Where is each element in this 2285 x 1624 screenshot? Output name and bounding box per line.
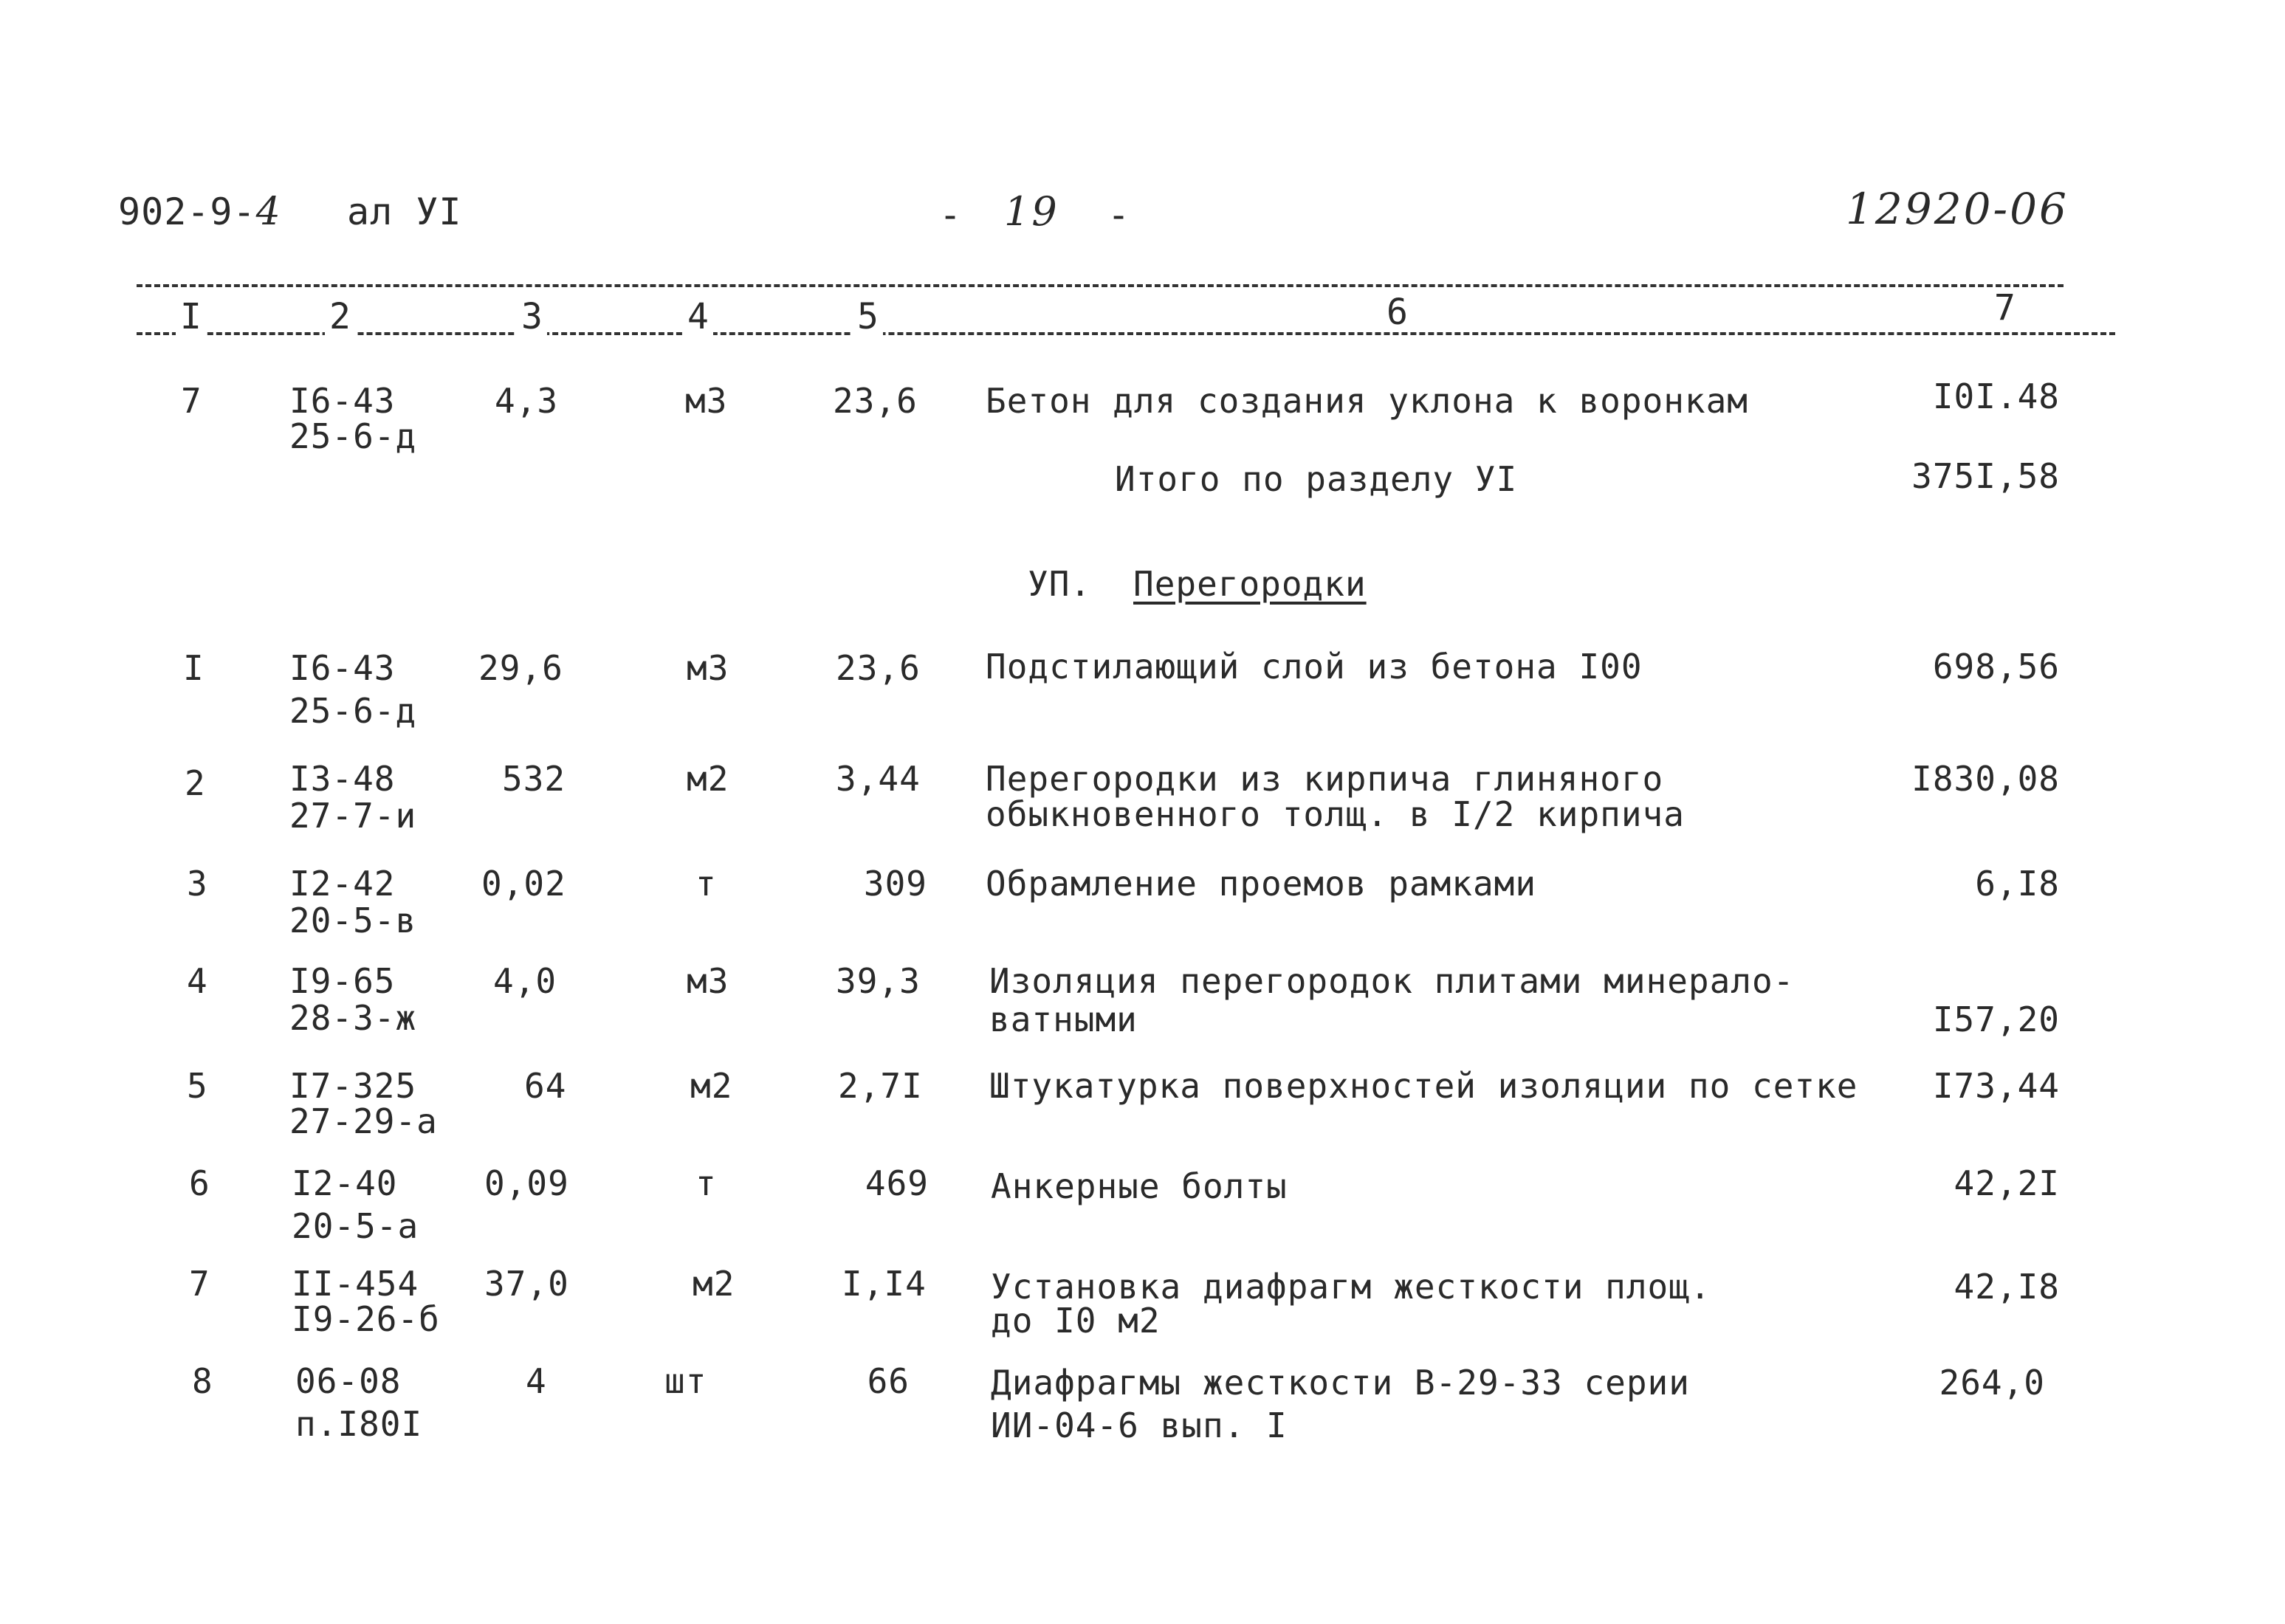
series-code [118,190,283,234]
norm-code: I3-48 [289,759,396,799]
price-code: 20-5-в [289,901,417,940]
header-rule-bottom [137,332,2115,335]
work-description-line-2: ИИ-04-6 вып. I [991,1405,1288,1445]
work-description: Обрамление проемов рамками [986,864,1537,904]
price-code: I9-26-б [292,1299,440,1339]
unit: м2 [693,1264,735,1304]
row-number: 6 [189,1163,210,1203]
quantity: 4 [526,1361,547,1401]
quantity: 0,09 [484,1163,569,1203]
price-code: 20-5-а [292,1206,419,1246]
quantity: 64 [524,1066,567,1106]
total-cost: 698,56 [1932,647,2060,687]
work-description: Диафрагмы жесткости В-29-33 серии [991,1363,1690,1403]
total-cost: 42,I8 [1954,1267,2060,1307]
page-number: 19 [1004,188,1059,235]
total-cost: I0I.48 [1932,376,2060,416]
work-description: Штукатурка поверхностей изоляции по сетке [989,1066,1858,1106]
quantity: 532 [502,759,566,799]
column-number-6: 6 [1382,294,1412,331]
quantity: 4,0 [493,961,557,1001]
row-number: 7 [189,1264,210,1304]
row-number: 2 [185,763,206,803]
unit-price: 309 [863,864,927,904]
section-total-value: 375I,58 [1911,456,2060,496]
unit: т [695,1163,717,1203]
column-number-4: 4 [683,298,713,335]
total-cost: 264,0 [1939,1363,2045,1403]
norm-code: I2-42 [289,864,396,904]
work-description-line-2: ватными [989,999,1138,1039]
work-description-line-2: до I0 м2 [991,1301,1161,1341]
unit-price: 469 [865,1163,929,1203]
unit-price: I,I4 [842,1264,927,1304]
unit-price: 39,3 [836,961,921,1001]
work-description: Бетон для создания уклона к воронкам [986,381,1748,421]
norm-code: I6-43 [289,648,396,688]
price-code: п.I80I [295,1404,423,1444]
total-cost: I830,08 [1911,759,2060,799]
work-description: Подстилающий слой из бетона I00 [986,647,1643,687]
unit: м3 [685,381,728,421]
unit: м3 [687,961,729,1001]
unit: м2 [690,1066,733,1106]
price-code: 25-6-д [289,691,417,731]
section-title: Перегородки [1133,564,1367,604]
series-code-typed: 902-9- [118,190,256,233]
quantity: 37,0 [484,1264,569,1304]
document-number: 12920-06 [1846,184,2069,234]
work-description-line-2: обыкновенного толщ. в I/2 кирпича [986,794,1685,834]
column-number-7: 7 [1990,289,2020,326]
norm-code: I7-325 [289,1066,417,1106]
quantity: 4,3 [495,381,559,421]
page-dash-left: - [939,193,963,236]
row-number: 5 [187,1066,208,1106]
row-number: 4 [187,961,208,1001]
column-number-2: 2 [325,298,355,335]
unit-price: 3,44 [836,759,921,799]
work-description: Перегородки из кирпича глиняного [986,759,1664,799]
series-code-handwritten: 4 [255,190,283,234]
row-number: 7 [181,381,202,421]
work-description: Анкерные болты [991,1166,1288,1206]
price-code: 27-7-и [289,796,417,836]
norm-code: I9-65 [289,961,396,1001]
unit-price: 23,6 [836,648,921,688]
norm-code: II-454 [292,1264,419,1304]
unit-price: 2,7I [838,1066,923,1106]
work-description: Изоляция перегородок плитами минерало- [989,961,1795,1001]
header-rule-top [137,284,2064,287]
total-cost: I73,44 [1932,1066,2060,1106]
norm-code: 06-08 [295,1361,402,1401]
row-number: 3 [187,864,208,904]
total-cost: 42,2I [1954,1163,2060,1203]
quantity: 29,6 [478,648,563,688]
album-label: ал УI [347,190,462,233]
column-number-3: 3 [517,298,547,335]
column-number-5: 5 [853,298,883,335]
work-description: Установка диафрагм жесткости площ. [991,1267,1711,1307]
unit: м3 [687,648,729,688]
page-dash-right: - [1107,193,1131,236]
quantity: 0,02 [481,864,566,904]
total-cost: 6,I8 [1975,864,2060,904]
unit-price: 23,6 [833,381,918,421]
total-cost: I57,20 [1932,999,2060,1039]
section-number: УП. [1028,564,1092,604]
section-total-label: Итого по разделу УI [1115,459,1518,499]
unit: т [695,864,717,904]
price-code: 25-6-д [289,416,417,456]
unit: м2 [687,759,729,799]
row-number: 8 [192,1361,213,1401]
row-number: I [183,648,205,688]
norm-code: I6-43 [289,381,396,421]
column-number-1: I [176,298,206,335]
unit-price: 66 [867,1361,910,1401]
price-code: 27-29-а [289,1101,438,1141]
price-code: 28-3-ж [289,998,417,1038]
unit: шт [664,1361,707,1401]
norm-code: I2-40 [292,1163,398,1203]
